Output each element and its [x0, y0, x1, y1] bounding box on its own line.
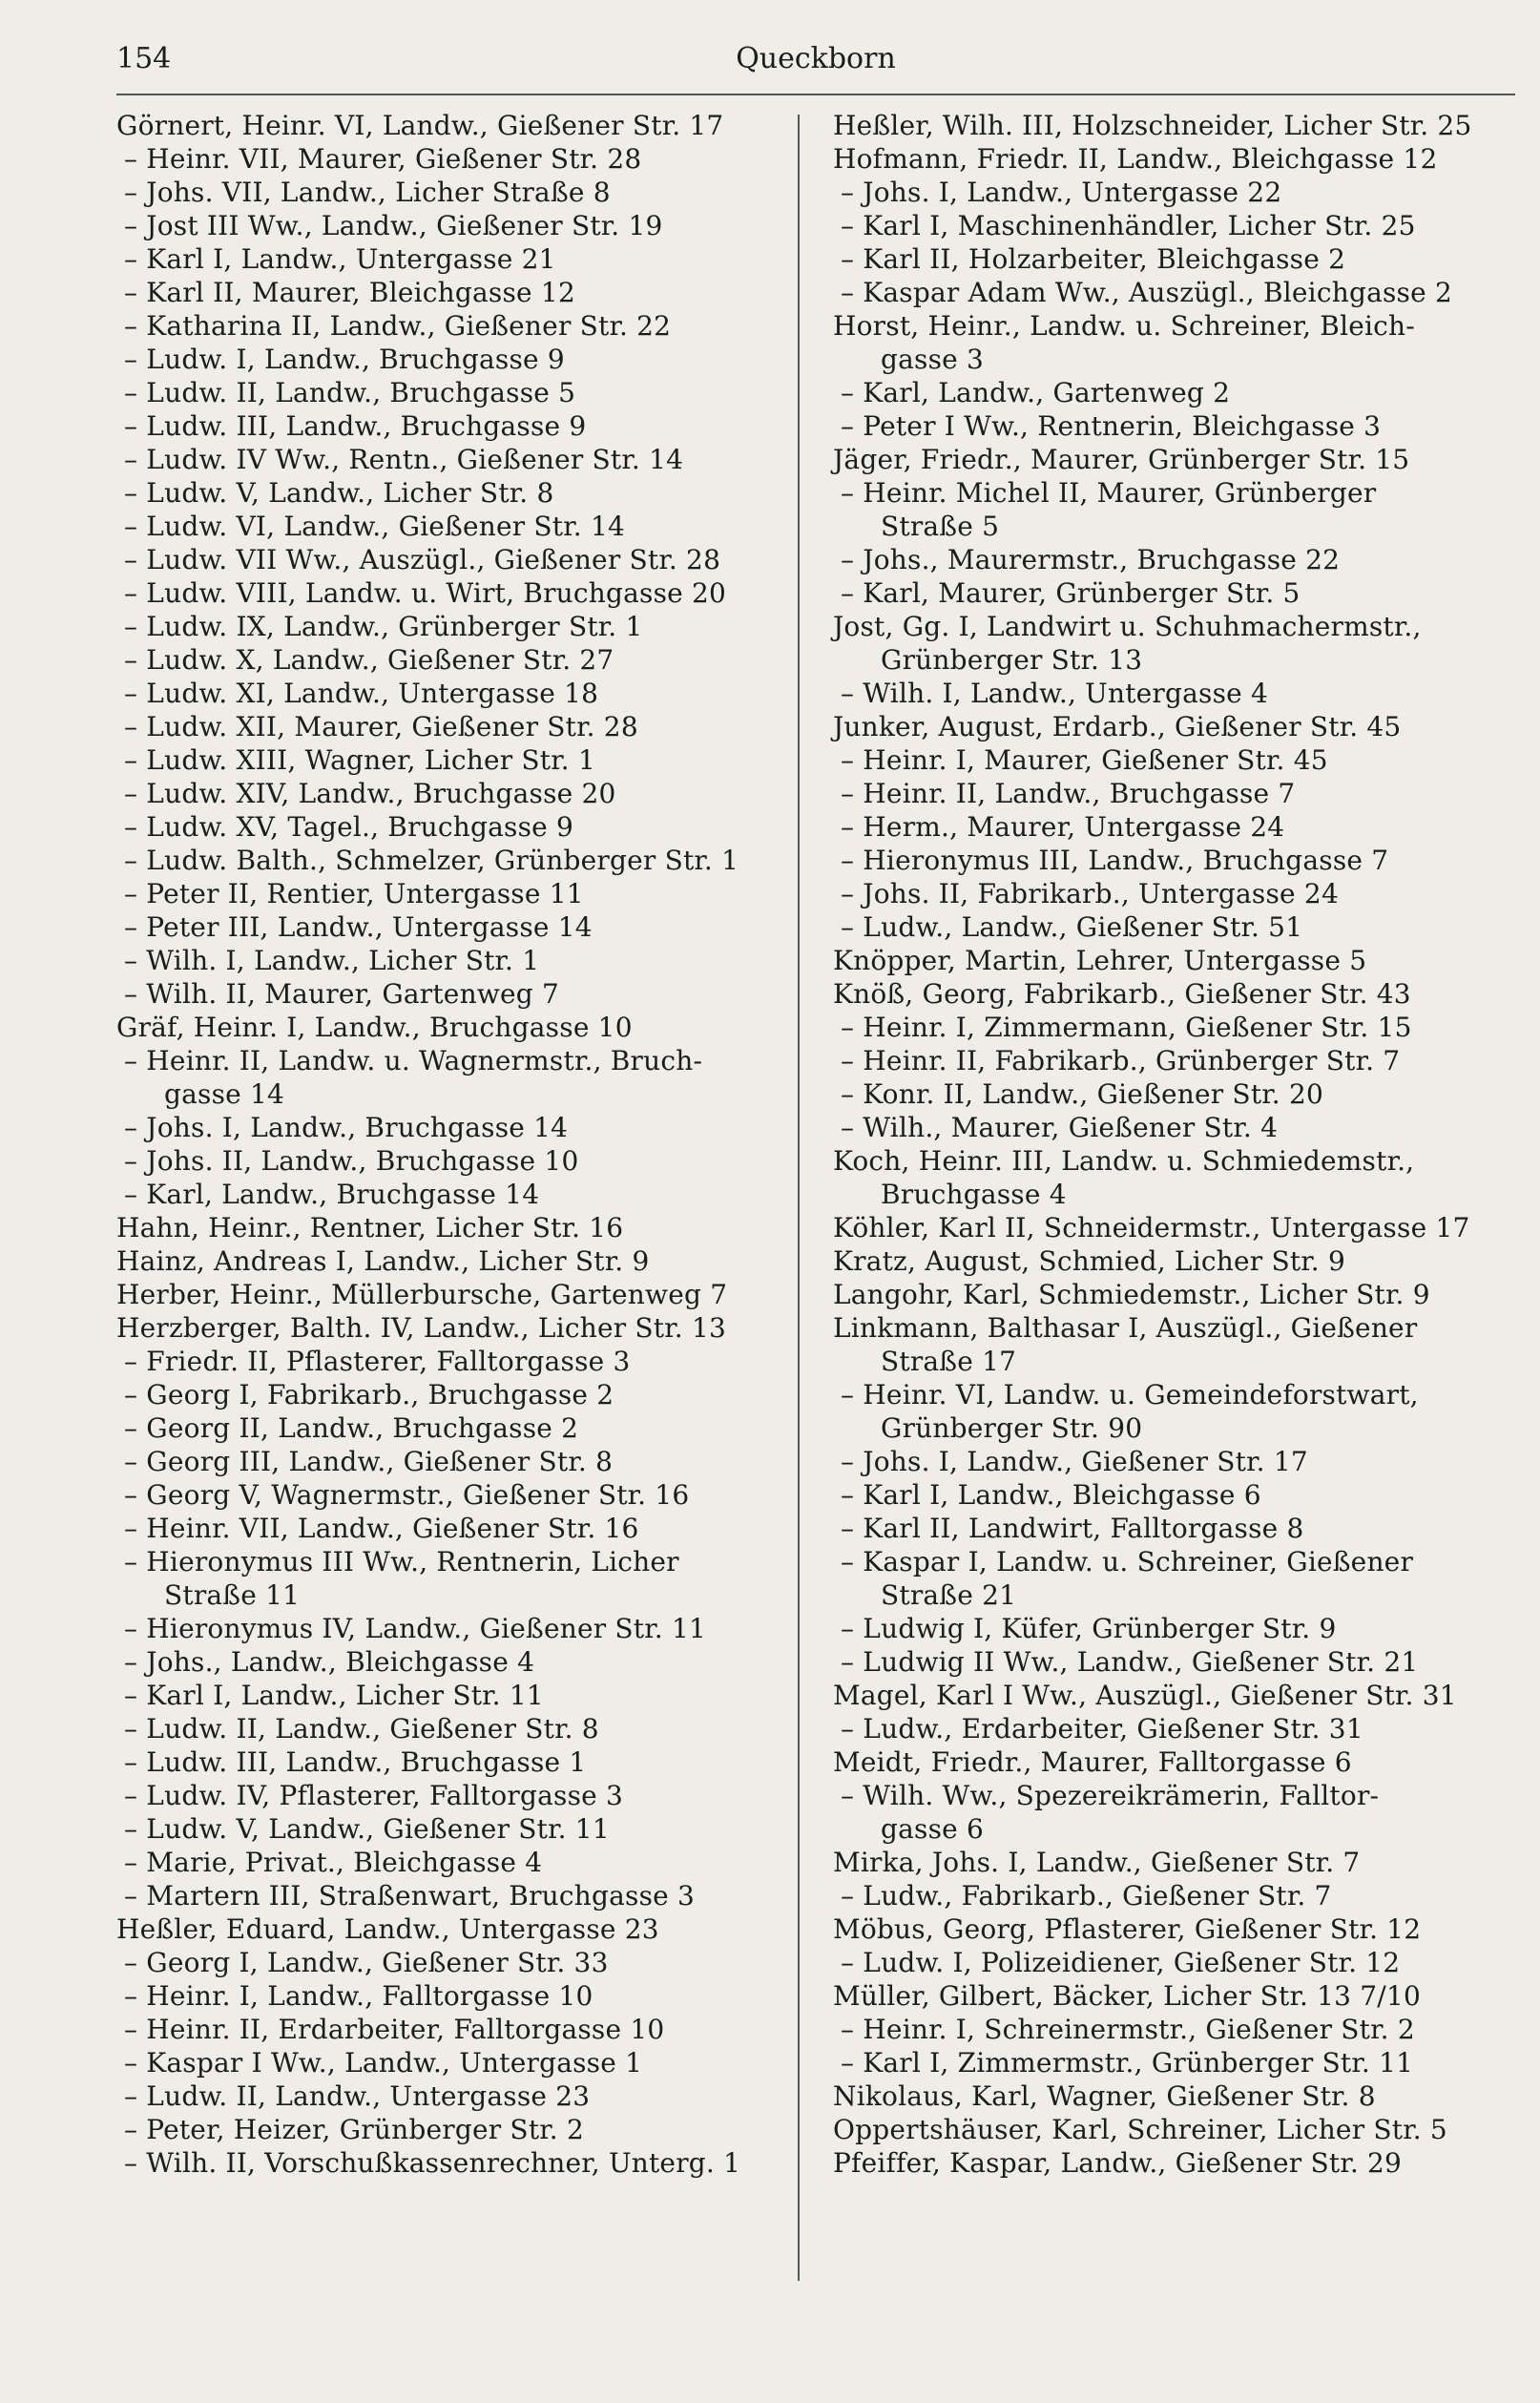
directory-entry: Jost, Gg. I, Landwirt u. Schuhmachermstr., [833, 611, 1422, 642]
directory-entry: – Johs., Landw., Bleichgasse 4 [124, 1646, 535, 1678]
directory-entry: – Ludw., Landw., Gießener Str. 51 [841, 911, 1303, 943]
directory-entry: – Ludw. VIII, Landw. u. Wirt, Bruchgasse 20 [124, 577, 727, 609]
directory-entry: – Ludw. II, Landw., Gießener Str. 8 [124, 1713, 599, 1745]
directory-entry: gasse 14 [164, 1078, 285, 1110]
directory-entry: – Johs. I, Landw., Bruchgasse 14 [124, 1112, 569, 1143]
directory-entry: – Ludw. IX, Landw., Grünberger Str. 1 [124, 611, 643, 642]
directory-entry: – Georg I, Landw., Gießener Str. 33 [124, 1947, 609, 1978]
directory-entry: – Johs. I, Landw., Untergasse 22 [841, 177, 1282, 208]
directory-entry: – Georg V, Wagnermstr., Gießener Str. 16 [124, 1479, 690, 1511]
directory-entry: Grünberger Str. 90 [881, 1412, 1143, 1444]
directory-entry: – Herm., Maurer, Untergasse 24 [841, 811, 1285, 843]
directory-entry: gasse 6 [881, 1813, 985, 1845]
directory-entry: – Katharina II, Landw., Gießener Str. 22 [124, 310, 672, 342]
right-column [833, 109, 1520, 2180]
directory-entry: Horst, Heinr., Landw. u. Schreiner, Bleich- [833, 310, 1415, 342]
directory-entry: – Georg II, Landw., Bruchgasse 2 [124, 1412, 579, 1444]
directory-entry: Linkmann, Balthasar I, Auszügl., Gießener [833, 1312, 1418, 1344]
directory-entry: Herber, Heinr., Müllerbursche, Gartenweg 7 [116, 1279, 728, 1310]
directory-entry: – Ludw., Erdarbeiter, Gießener Str. 31 [841, 1713, 1363, 1745]
directory-entry: – Jost III Ww., Landw., Gießener Str. 19 [124, 210, 663, 241]
directory-entry: Kratz, August, Schmied, Licher Str. 9 [833, 1245, 1346, 1277]
directory-entry: – Ludw. XIII, Wagner, Licher Str. 1 [124, 744, 595, 776]
directory-entry: – Heinr. I, Zimmermann, Gießener Str. 15 [841, 1012, 1412, 1043]
directory-entry: – Ludw. Balth., Schmelzer, Grünberger Str. 1 [124, 845, 739, 876]
directory-entry: – Karl, Maurer, Grünberger Str. 5 [841, 577, 1301, 609]
directory-entry: Knöpper, Martin, Lehrer, Untergasse 5 [833, 945, 1367, 976]
directory-entry: Koch, Heinr. III, Landw. u. Schmiedemstr., [833, 1145, 1415, 1177]
directory-entry: – Ludw. II, Landw., Bruchgasse 5 [124, 377, 576, 408]
directory-entry: – Konr. II, Landw., Gießener Str. 20 [841, 1078, 1324, 1110]
directory-entry: – Peter I Ww., Rentnerin, Bleichgasse 3 [841, 410, 1382, 442]
directory-entry: Mirka, Johs. I, Landw., Gießener Str. 7 [833, 1847, 1361, 1878]
directory-entry: Nikolaus, Karl, Wagner, Gießener Str. 8 [833, 2080, 1376, 2112]
directory-entry: – Johs. II, Fabrikarb., Untergasse 24 [841, 878, 1339, 909]
directory-entry: – Wilh. II, Vorschußkassenrechner, Unterg. 1 [124, 2147, 741, 2179]
directory-entry: – Peter II, Rentier, Untergasse 11 [124, 878, 584, 909]
directory-entry: – Heinr. I, Schreinermstr., Gießener Str. 2 [841, 2014, 1415, 2045]
directory-entry: Heßler, Wilh. III, Holzschneider, Licher Str. 25 [833, 110, 1472, 141]
directory-entry: Köhler, Karl II, Schneidermstr., Untergasse 17 [833, 1212, 1470, 1243]
directory-entry: Jäger, Friedr., Maurer, Grünberger Str. 15 [833, 444, 1410, 475]
directory-entry: Hofmann, Friedr. II, Landw., Bleichgasse 12 [833, 143, 1438, 175]
directory-entry: – Heinr. I, Maurer, Gießener Str. 45 [841, 744, 1328, 776]
directory-entry: – Karl I, Landw., Bleichgasse 6 [841, 1479, 1261, 1511]
directory-entry: – Ludw. XIV, Landw., Bruchgasse 20 [124, 778, 616, 809]
directory-entry: Pfeiffer, Kaspar, Landw., Gießener Str. 29 [833, 2147, 1403, 2179]
directory-entry: – Ludw. V, Landw., Licher Str. 8 [124, 477, 554, 509]
directory-entry: – Peter, Heizer, Grünberger Str. 2 [124, 2114, 584, 2145]
directory-entry: Gräf, Heinr. I, Landw., Bruchgasse 10 [116, 1012, 633, 1043]
directory-entry: Magel, Karl I Ww., Auszügl., Gießener Str. 31 [833, 1680, 1457, 1711]
directory-entry: – Hieronymus IV, Landw., Gießener Str. 11 [124, 1613, 706, 1644]
directory-entry: – Karl II, Landwirt, Falltorgasse 8 [841, 1513, 1304, 1544]
directory-entry: – Wilh. I, Landw., Licher Str. 1 [124, 945, 540, 976]
directory-entry: – Heinr. II, Fabrikarb., Grünberger Str. 7 [841, 1045, 1401, 1076]
directory-entry: – Ludw. III, Landw., Bruchgasse 9 [124, 410, 587, 442]
directory-entry: – Kaspar Adam Ww., Auszügl., Bleichgasse 2 [841, 277, 1452, 308]
directory-entry: – Ludw. VI, Landw., Gießener Str. 14 [124, 511, 625, 542]
directory-entry: – Heinr. II, Landw., Bruchgasse 7 [841, 778, 1296, 809]
page-number: 154 [116, 42, 172, 75]
directory-entry: – Ludw., Fabrikarb., Gießener Str. 7 [841, 1880, 1332, 1912]
directory-entry: – Johs. II, Landw., Bruchgasse 10 [124, 1145, 579, 1177]
directory-entry: Straße 5 [881, 511, 1000, 542]
directory-entry: Möbus, Georg, Pflasterer, Gießener Str. 12 [833, 1913, 1422, 1945]
directory-entry: – Heinr. Michel II, Maurer, Grünberger [841, 477, 1377, 509]
directory-entry: Meidt, Friedr., Maurer, Falltorgasse 6 [833, 1746, 1352, 1778]
directory-entry: – Ludw. XV, Tagel., Bruchgasse 9 [124, 811, 574, 843]
directory-entry: – Ludw. X, Landw., Gießener Str. 27 [124, 644, 614, 676]
directory-entry: – Hieronymus III Ww., Rentnerin, Licher [124, 1546, 679, 1578]
directory-entry: – Heinr. VII, Maurer, Gießener Str. 28 [124, 143, 642, 175]
directory-entry: – Wilh., Maurer, Gießener Str. 4 [841, 1112, 1279, 1143]
directory-entry: Straße 21 [881, 1579, 1017, 1611]
directory-entry: Straße 11 [164, 1579, 301, 1611]
directory-entry: – Ludw. I, Landw., Bruchgasse 9 [124, 344, 565, 375]
directory-entry: – Heinr. VII, Landw., Gießener Str. 16 [124, 1513, 639, 1544]
directory-entry: – Johs. VII, Landw., Licher Straße 8 [124, 177, 611, 208]
directory-entry: – Ludwig II Ww., Landw., Gießener Str. 21 [841, 1646, 1419, 1678]
directory-entry: – Heinr. II, Landw. u. Wagnermstr., Bruch- [124, 1045, 703, 1076]
directory-entry: – Karl II, Holzarbeiter, Bleichgasse 2 [841, 243, 1346, 275]
running-head: Queckborn [736, 42, 896, 75]
directory-entry: – Wilh. Ww., Spezereikrämerin, Falltor- [841, 1780, 1380, 1811]
page-header [116, 42, 1515, 101]
header-rule [116, 94, 1515, 95]
directory-entry: – Heinr. VI, Landw. u. Gemeindeforstwart, [841, 1379, 1419, 1410]
directory-entry: – Martern III, Straßenwart, Bruchgasse 3 [124, 1880, 696, 1912]
directory-entry: – Peter III, Landw., Untergasse 14 [124, 911, 593, 943]
directory-entry: – Karl I, Landw., Licher Str. 11 [124, 1680, 544, 1711]
directory-entry: – Ludw. I, Polizeidiener, Gießener Str. 12 [841, 1947, 1401, 1978]
directory-entry: Herzberger, Balth. IV, Landw., Licher Str. 13 [116, 1312, 726, 1344]
directory-entry: – Georg I, Fabrikarb., Bruchgasse 2 [124, 1379, 614, 1410]
directory-entry: – Hieronymus III, Landw., Bruchgasse 7 [841, 845, 1389, 876]
directory-entry: Müller, Gilbert, Bäcker, Licher Str. 13 7/10 [833, 1980, 1421, 2012]
directory-entry: Junker, August, Erdarb., Gießener Str. 45 [833, 711, 1402, 742]
directory-entry: – Johs., Maurermstr., Bruchgasse 22 [841, 544, 1341, 575]
directory-entry: Oppertshäuser, Karl, Schreiner, Licher Str. 5 [833, 2114, 1447, 2145]
directory-entry: – Karl, Landw., Bruchgasse 14 [124, 1179, 540, 1210]
directory-entry: – Heinr. II, Erdarbeiter, Falltorgasse 10 [124, 2014, 665, 2045]
directory-entry: – Wilh. I, Landw., Untergasse 4 [841, 678, 1269, 709]
directory-entry: – Ludw. III, Landw., Bruchgasse 1 [124, 1746, 587, 1778]
directory-entry: – Karl, Landw., Gartenweg 2 [841, 377, 1231, 408]
directory-entry: – Ludw. VII Ww., Auszügl., Gießener Str. 28 [124, 544, 721, 575]
directory-entry: Knöß, Georg, Fabrikarb., Gießener Str. 43 [833, 978, 1411, 1010]
directory-entry: – Kaspar I, Landw. u. Schreiner, Gießener [841, 1546, 1414, 1578]
directory-entry: – Karl II, Maurer, Bleichgasse 12 [124, 277, 575, 308]
directory-entry: Heßler, Eduard, Landw., Untergasse 23 [116, 1913, 659, 1945]
directory-entry: – Ludw. IV, Pflasterer, Falltorgasse 3 [124, 1780, 624, 1811]
directory-entry: – Karl I, Maschinenhändler, Licher Str. 25 [841, 210, 1416, 241]
directory-entry: gasse 3 [881, 344, 985, 375]
directory-entry: – Ludw. XII, Maurer, Gießener Str. 28 [124, 711, 638, 742]
directory-entry: Bruchgasse 4 [881, 1179, 1067, 1210]
directory-entry: Grünberger Str. 13 [881, 644, 1143, 676]
directory-entry: – Karl I, Landw., Untergasse 21 [124, 243, 556, 275]
directory-entry: – Karl I, Zimmermstr., Grünberger Str. 11 [841, 2047, 1414, 2079]
left-column [116, 109, 803, 2180]
directory-entry: – Wilh. II, Maurer, Gartenweg 7 [124, 978, 559, 1010]
directory-entry: Görnert, Heinr. VI, Landw., Gießener Str. 17 [116, 110, 724, 141]
directory-entry: Straße 17 [881, 1346, 1017, 1377]
directory-entry: – Ludwig I, Küfer, Grünberger Str. 9 [841, 1613, 1337, 1644]
directory-entry: – Marie, Privat., Bleichgasse 4 [124, 1847, 543, 1878]
directory-entry: Hahn, Heinr., Rentner, Licher Str. 16 [116, 1212, 624, 1243]
directory-entry: – Ludw. II, Landw., Untergasse 23 [124, 2080, 591, 2112]
directory-entry: Langohr, Karl, Schmiedemstr., Licher Str. 9 [833, 1279, 1430, 1310]
directory-entry: – Ludw. IV Ww., Rentn., Gießener Str. 14 [124, 444, 684, 475]
directory-entry: – Kaspar I Ww., Landw., Untergasse 1 [124, 2047, 643, 2079]
directory-entry: Hainz, Andreas I, Landw., Licher Str. 9 [116, 1245, 650, 1277]
directory-entry: – Johs. I, Landw., Gießener Str. 17 [841, 1446, 1308, 1477]
directory-entry: – Georg III, Landw., Gießener Str. 8 [124, 1446, 614, 1477]
directory-entry: – Heinr. I, Landw., Falltorgasse 10 [124, 1980, 593, 2012]
directory-entry: – Friedr. II, Pflasterer, Falltorgasse 3 [124, 1346, 631, 1377]
directory-entry: – Ludw. XI, Landw., Untergasse 18 [124, 678, 599, 709]
directory-entry: – Ludw. V, Landw., Gießener Str. 11 [124, 1813, 610, 1845]
